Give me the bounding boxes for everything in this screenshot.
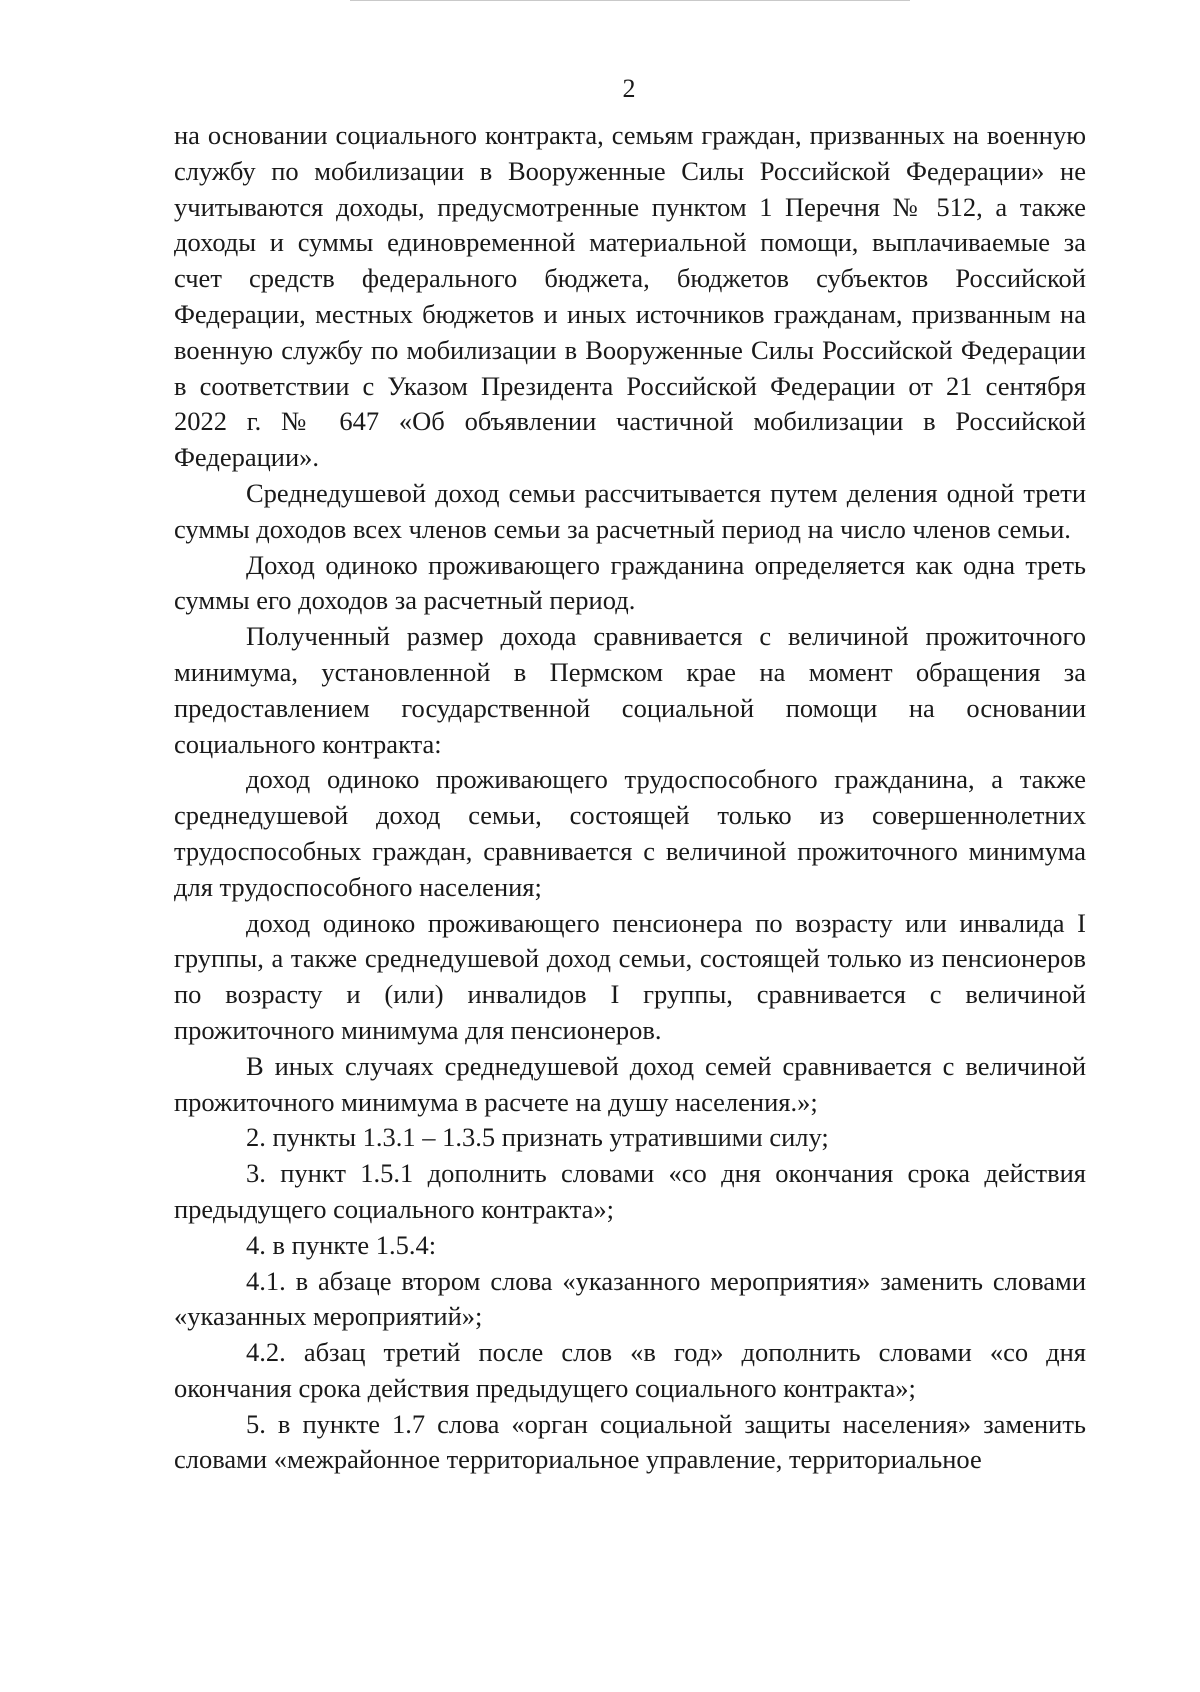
paragraph-other-cases: В иных случаях среднедушевой доход семей сравнивается с величиной прожиточного минимума в расчете на душу населения.»; [174, 1050, 1086, 1117]
paragraph-item-2: 2. пункты 1.3.1 – 1.3.5 признать утратившими силу; [246, 1122, 829, 1153]
paragraph-item-4-1: 4.1. в абзаце втором слова «указанного мероприятия» заменить словами «указанных мероприятий»; [174, 1265, 1086, 1332]
paragraph-average-income: Среднедушевой доход семьи рассчитывается путем деления одной трети суммы доходов всех членов семьи за расчетный период на число членов семьи. [174, 477, 1086, 544]
scan-edge-line [350, 0, 910, 1]
paragraph-item-4: 4. в пункте 1.5.4: [246, 1229, 437, 1260]
paragraph-single-citizen-income: Доход одиноко проживающего гражданина определяется как одна треть суммы его доходов за расчетный период. [174, 549, 1086, 616]
page-number: 2 [622, 74, 636, 103]
document-body [174, 118, 1086, 1478]
paragraph-continuation: на основании социального контракта, семьям граждан, призванных на военную службу по мобилизации в Вооруженные Силы Российской Федерации» не учитываются доходы, предусмотренные пунктом 1 Перечня № 512, а также доходы и суммы единовременной материальной помощи, выплачиваемые за счет средств федерального бюджета, бюджетов субъектов Российской Федерации, местных бюджетов и иных источников гражданам, призванным на военную службу по мобилизации в Вооруженные Силы Российской Федерации в соответствии с Указом Президента Российской Федерации от 21 сентября 2022 г. № 647 «Об объявлении частичной мобилизации в Российской Федерации». [174, 120, 1086, 473]
paragraph-pensioners: доход одиноко проживающего пенсионера по возрасту или инвалида I группы, а также среднедушевой доход семьи, состоящей только из пенсионеров по возрасту и (или) инвалидов I группы, сравнивается с величиной прожиточного минимума для пенсионеров. [174, 907, 1086, 1045]
paragraph-able-bodied: доход одиноко проживающего трудоспособного гражданина, а также среднедушевой доход семьи, состоящей только из совершеннолетних трудоспособных граждан, сравнивается с величиной прожиточного минимума для трудоспособного населения; [174, 764, 1086, 902]
paragraph-item-4-2: 4.2. абзац третий после слов «в год» дополнить словами «со дня окончания срока действия предыдущего социального контракта»; [174, 1337, 1086, 1403]
paragraph-item-5: 5. в пункте 1.7 слова «орган социальной защиты населения» заменить словами «межрайонное территориальное управление, территориальное [174, 1408, 1086, 1475]
paragraph-income-comparison: Полученный размер дохода сравнивается с величиной прожиточного минимума, установленной в Пермском крае на момент обращения за предоставлением государственной социальной помощи на основании социального контракта: [174, 621, 1086, 759]
paragraph-item-3: 3. пункт 1.5.1 дополнить словами «со дня окончания срока действия предыдущего социального контракта»; [174, 1158, 1086, 1224]
